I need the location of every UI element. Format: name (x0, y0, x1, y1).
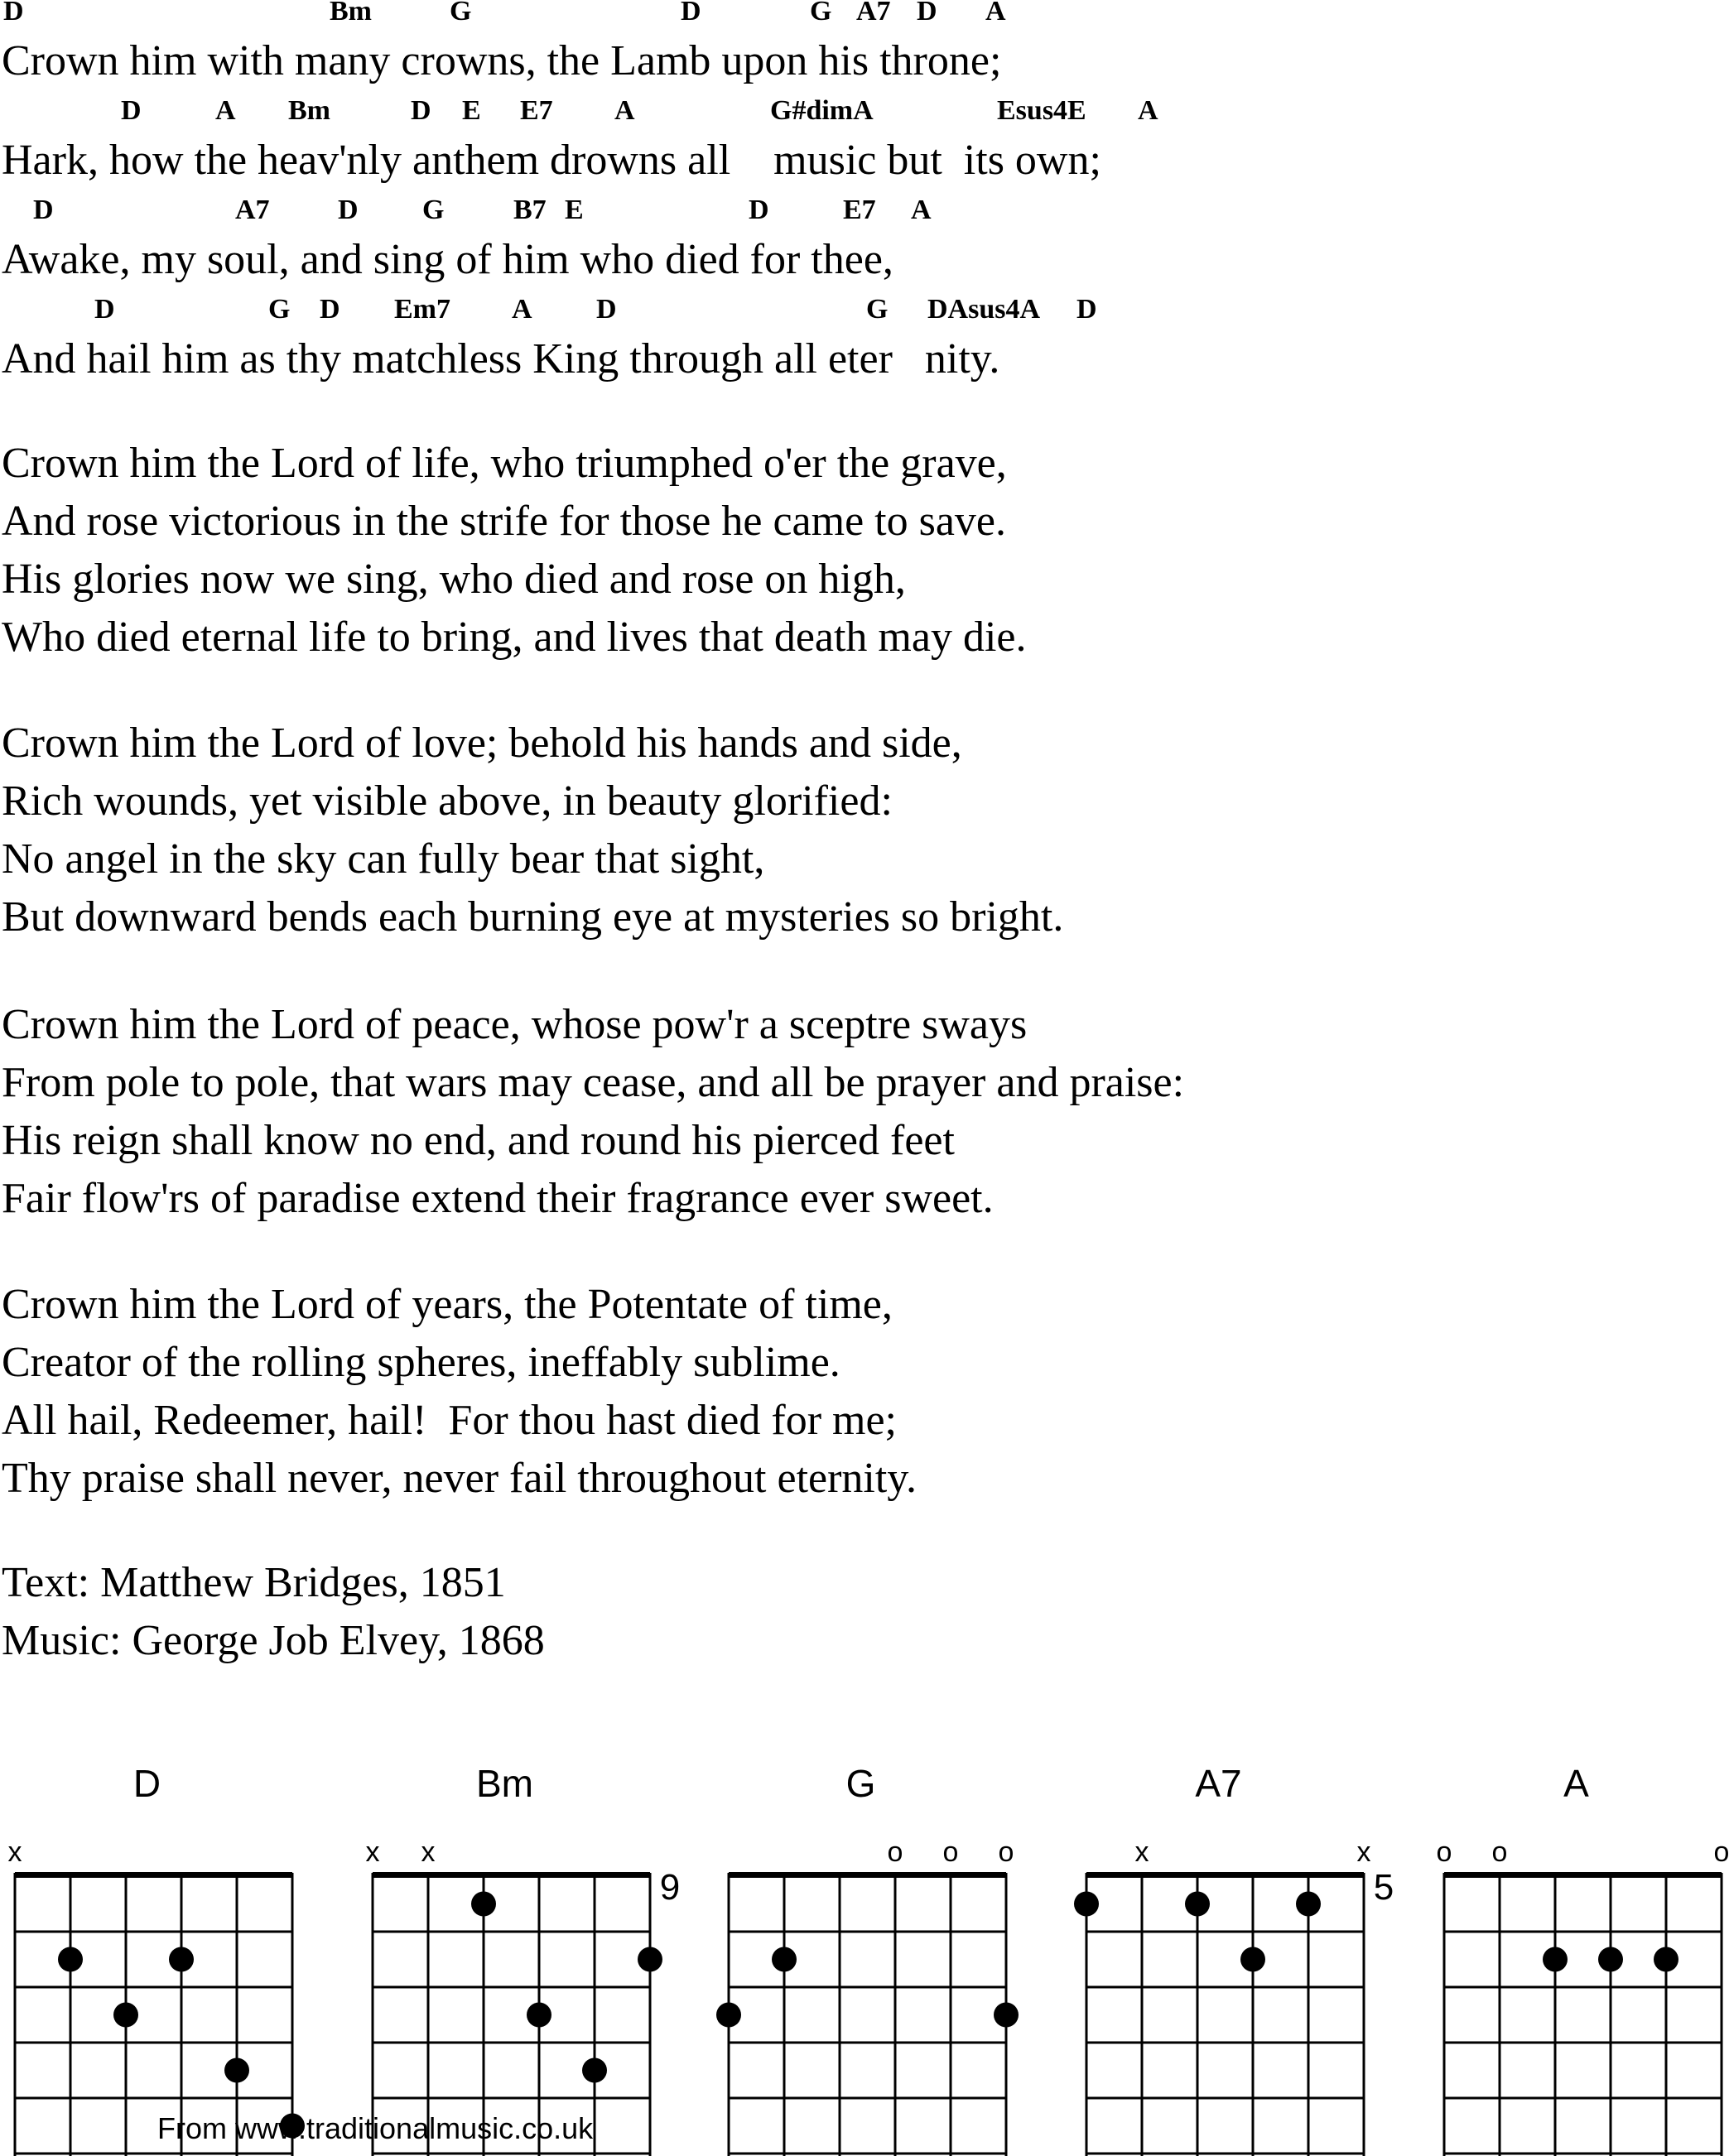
lyric-line: And rose victorious in the strife for those he came to save. (2, 498, 1006, 545)
lyric-line: Fair flow'rs of paradise extend their fragrance ever sweet. (2, 1175, 994, 1222)
chord: D (596, 294, 617, 325)
chord-diagrams (0, 1722, 1729, 2156)
nut (15, 1872, 292, 1878)
finger-dot (1654, 1947, 1678, 1972)
credit-music: Music: George Job Elvey, 1868 (2, 1617, 545, 1664)
lyric-line: Hark, how the heav'nly anthem drowns all music but its own; (2, 137, 1101, 184)
finger-dot (113, 2003, 138, 2028)
chord-diagram-title: D (132, 1762, 161, 1805)
finger-dot (471, 1892, 496, 1917)
chord: E7 (520, 95, 553, 126)
lyric-line: Crown him the Lord of love; behold his hands and side, (2, 719, 962, 767)
lyric-line: Crown him with many crowns, the Lamb upon his throne; (2, 37, 1002, 84)
lyric-line: Thy praise shall never, never fail throughout eternity. (2, 1455, 917, 1502)
nut (373, 1872, 650, 1878)
lyric-line: Awake, my soul, and sing of him who died for thee, (2, 236, 893, 283)
lyric-line: Crown him the Lord of years, the Potentate of time, (2, 1281, 893, 1328)
finger-dot (224, 2058, 249, 2083)
chord-diagram-a7 (1074, 1762, 1394, 2156)
chord-diagram-title: A (1563, 1762, 1589, 1805)
chord: Bm (330, 0, 372, 26)
finger-dot (1185, 1892, 1210, 1917)
muted-string-marker: x (7, 1836, 22, 1868)
fret-number: 5 (1373, 1867, 1394, 1908)
lyric-line: But downward bends each burning eye at mysteries so bright. (2, 893, 1064, 941)
chord: E7 (843, 195, 876, 225)
finger-dot (169, 1947, 194, 1972)
open-string-marker: o (887, 1836, 903, 1868)
lyric-line: Who died eternal life to bring, and lives that death may die. (2, 614, 1027, 661)
chord: B7 (513, 195, 547, 225)
chord: A (1138, 95, 1158, 126)
lyric-line: Creator of the rolling spheres, ineffably sublime. (2, 1339, 840, 1386)
chord: D (681, 0, 701, 26)
chord: D (3, 0, 24, 26)
chord: G (450, 0, 472, 26)
chord: D (338, 195, 359, 225)
open-string-marker: o (1713, 1836, 1729, 1868)
chord-diagram-title: Bm (476, 1762, 533, 1805)
open-string-marker: o (1491, 1836, 1508, 1868)
chord-diagram-d (8, 1762, 306, 2156)
open-string-marker: o (1436, 1836, 1452, 1868)
chord: A7 (235, 195, 270, 225)
lyric-line: His reign shall know no end, and round his pierced feet (2, 1117, 955, 1164)
nut (1086, 1872, 1364, 1878)
lyric-line: His glories now we sing, who died and rose on high, (2, 556, 906, 603)
lyric-line: All hail, Redeemer, hail! For thou hast died for me; (2, 1397, 897, 1444)
fret-number: 9 (659, 1867, 681, 1908)
finger-dot (994, 2003, 1019, 2028)
chord: A7 (856, 0, 891, 26)
lyric-line: And hail him as thy matchless King through all eter nity. (2, 335, 1000, 383)
chord: D (917, 0, 937, 26)
finger-dot (58, 1947, 83, 1972)
finger-dot (638, 1947, 662, 1972)
chord: G (866, 294, 889, 325)
finger-dot (772, 1947, 797, 1972)
open-string-marker: o (998, 1836, 1014, 1868)
chord-diagram-title: A7 (1195, 1762, 1242, 1805)
finger-dot (1598, 1947, 1623, 1972)
chord-diagram-title: G (845, 1762, 876, 1805)
finger-dot (1296, 1892, 1321, 1917)
chord: D (33, 195, 54, 225)
chord: Bm (288, 95, 330, 126)
open-string-marker: o (942, 1836, 959, 1868)
chord: A (512, 294, 532, 325)
source-footer: From www.traditionalmusic.co.uk (157, 2111, 594, 2145)
chord: D (121, 95, 142, 126)
nut (729, 1872, 1006, 1878)
chord: D (320, 294, 340, 325)
lyric-line: From pole to pole, that wars may cease, and all be prayer and praise: (2, 1059, 1185, 1106)
chord: D (749, 195, 769, 225)
chord: D (94, 294, 115, 325)
chord: G#dimA (770, 95, 874, 126)
chord: G (810, 0, 832, 26)
chord: A (985, 0, 1006, 26)
credit-text: Text: Matthew Bridges, 1851 (2, 1559, 506, 1606)
muted-string-marker: x (1356, 1836, 1371, 1868)
finger-dot (527, 2003, 551, 2028)
chord: A (614, 95, 635, 126)
chord: DAsus4A (927, 294, 1041, 325)
chord: E (462, 95, 481, 126)
muted-string-marker: x (1134, 1836, 1149, 1868)
chord: A (215, 95, 236, 126)
chord: A (911, 195, 932, 225)
chord: D (411, 95, 431, 126)
finger-dot (1543, 1947, 1568, 1972)
lyric-line: Rich wounds, yet visible above, in beauty glorified: (2, 777, 893, 825)
finger-dot (716, 2003, 741, 2028)
muted-string-marker: x (421, 1836, 436, 1868)
chord: D (1076, 294, 1097, 325)
chord: Em7 (394, 294, 450, 325)
lyric-line: No angel in the sky can fully bear that sight, (2, 835, 765, 883)
chord-diagram-bm (366, 1762, 681, 2156)
lyric-line: Crown him the Lord of peace, whose pow'r a sceptre sways (2, 1001, 1028, 1048)
muted-string-marker: x (365, 1836, 380, 1868)
finger-dot (582, 2058, 607, 2083)
nut (1444, 1872, 1722, 1878)
chord: G (268, 294, 291, 325)
chord-diagram-a (1437, 1762, 1729, 2156)
chord: Esus4E (997, 95, 1086, 126)
chord: E (565, 195, 584, 225)
chord: G (422, 195, 445, 225)
finger-dot (1074, 1892, 1099, 1917)
lyric-line: Crown him the Lord of life, who triumphed o'er the grave, (2, 440, 1007, 487)
chord-diagram-g (716, 1762, 1019, 2156)
finger-dot (1240, 1947, 1265, 1972)
